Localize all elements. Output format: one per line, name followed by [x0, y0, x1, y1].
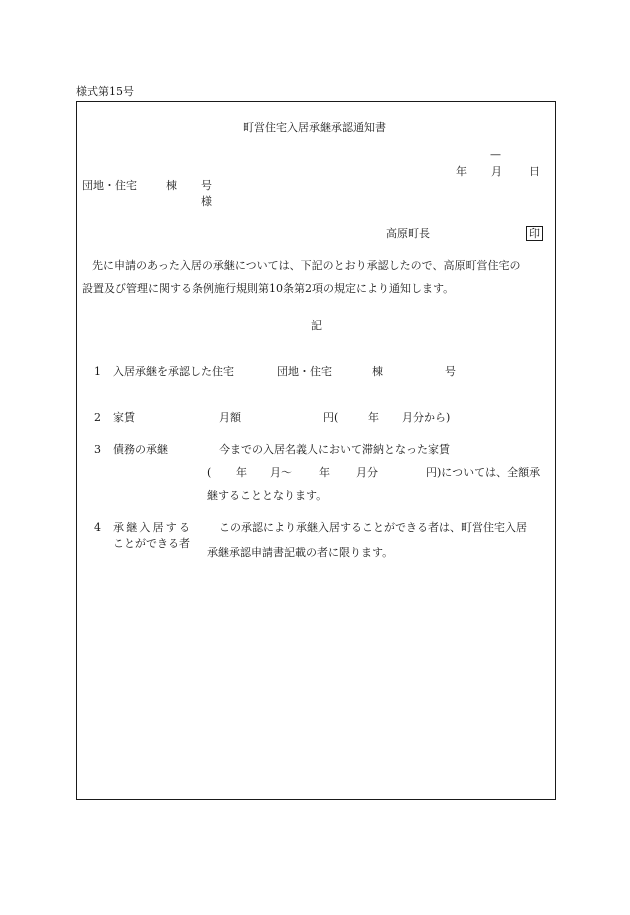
item2-number: 2 [94, 411, 101, 424]
item2-year: 年 [368, 411, 379, 424]
seal-mark [526, 226, 543, 241]
item3-month-bun: 月分 [356, 466, 378, 479]
ki-heading: 記 [311, 319, 322, 332]
recipient-gou: 号 [201, 179, 212, 192]
item1-label: 入居承継を承認した住宅 [113, 365, 234, 378]
item2-getsugaku: 月額 [219, 411, 241, 424]
recipient-tou: 棟 [166, 179, 177, 192]
date-year: 年 [456, 165, 467, 178]
date-month: 月 [491, 165, 502, 178]
body-line-1: 先に申請のあった入居の承継については、下記のとおり承認したので、高原町営住宅の [92, 259, 521, 272]
item3-year-1: 年 [236, 466, 247, 479]
item3-paren-open: ( [207, 466, 212, 479]
item2-label: 家賃 [113, 411, 135, 424]
seal-label: 印 [526, 226, 543, 241]
item3-en-close: 円)については、全額承 [426, 466, 541, 479]
item1-gou: 号 [445, 365, 456, 378]
item4-text-1: この承認により承継入居することができる者は、町営住宅入居 [219, 521, 527, 534]
date-dash: — [490, 148, 501, 161]
item2-month-from: 月分から) [402, 411, 451, 424]
document-title: 町営住宅入居承継承認通知書 [243, 121, 386, 134]
item4-label-2: ことができる者 [113, 537, 190, 550]
recipient-danchi: 団地・住宅 [82, 179, 137, 192]
item3-year-2: 年 [319, 466, 330, 479]
item4-number: 4 [94, 521, 101, 534]
item3-text-1: 今までの入居名義人において滞納となった家賃 [219, 443, 450, 456]
form-number: 様式第15号 [76, 85, 134, 98]
item2-en-open: 円( [323, 411, 339, 424]
item3-number: 3 [94, 443, 101, 456]
item3-label: 債務の承継 [113, 443, 168, 456]
item1-number: 1 [94, 365, 101, 378]
recipient-sama: 様 [201, 195, 212, 208]
date-day: 日 [529, 165, 540, 178]
item4-text-2: 承継承認申請書記載の者に限ります。 [207, 546, 394, 559]
sender-name: 高原町長 [386, 227, 430, 240]
item1-tou: 棟 [372, 365, 383, 378]
item4-label-1: 承継入居する [113, 521, 193, 534]
body-line-2: 設置及び管理に関する条例施行規則第10条第2項の規定により通知します。 [82, 282, 455, 295]
item3-text-3: 継することとなります。 [207, 489, 328, 502]
item1-danchi: 団地・住宅 [277, 365, 332, 378]
item3-month-tilde: 月〜 [270, 466, 292, 479]
